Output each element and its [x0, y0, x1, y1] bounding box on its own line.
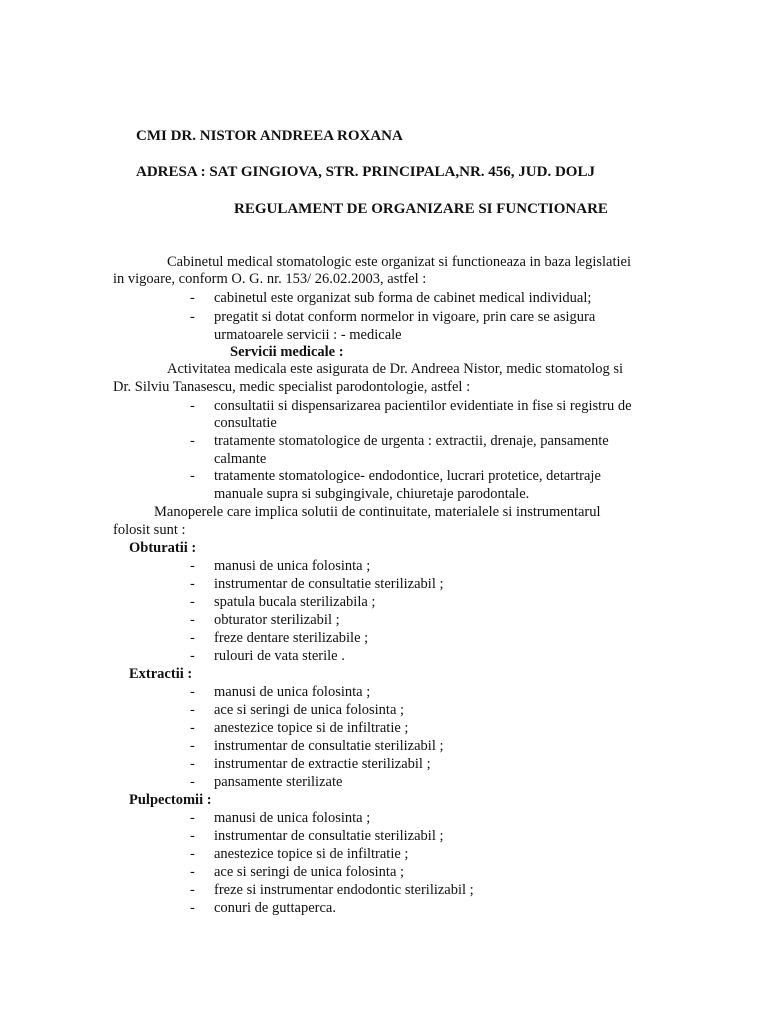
list-item: - tratamente stomatologice de urgenta : extractii, drenaje, pansamente — [190, 433, 609, 449]
list-item-continuation: consultatie — [214, 415, 277, 431]
list-item: - cabinetul este organizat sub forma de cabinet medical individual; — [190, 290, 592, 306]
list-item: - manusi de unica folosinta ; — [190, 810, 371, 826]
bullet-dash: - — [190, 864, 195, 880]
bullet-dash: - — [190, 433, 195, 449]
bullet-dash: - — [190, 290, 195, 306]
list-item: - instrumentar de consultatie sterilizabil ; — [190, 576, 444, 592]
bullet-dash: - — [190, 702, 195, 718]
services-heading: Servicii medicale : — [230, 344, 344, 360]
services-line-2: Dr. Silviu Tanasescu, medic specialist parodontologie, astfel : — [113, 379, 471, 395]
bullet-dash: - — [190, 882, 195, 898]
bullet-dash: - — [190, 846, 195, 862]
manoeuvres-line-2: folosit sunt : — [113, 522, 186, 538]
services-line-1: Activitatea medicala este asigurata de Dr. Andreea Nistor, medic stomatolog si — [167, 361, 624, 377]
bullet-dash: - — [190, 309, 195, 325]
list-item: - anestezice topice si de infiltratie ; — [190, 846, 409, 862]
list-item: - rulouri de vata sterile . — [190, 648, 345, 664]
list-item: - ace si seringi de unica folosinta ; — [190, 702, 405, 718]
obturatii-heading: Obturatii : — [129, 540, 197, 556]
list-item: - obturator sterilizabil ; — [190, 612, 340, 628]
list-item: - spatula bucala sterilizabila ; — [190, 594, 376, 610]
bullet-dash: - — [190, 612, 195, 628]
bullet-dash: - — [190, 398, 195, 414]
bullet-dash: - — [190, 720, 195, 736]
list-item: - freze dentare sterilizabile ; — [190, 630, 369, 646]
list-item: - pregatit si dotat conform normelor in vigoare, prin care se asigura — [190, 309, 596, 325]
bullet-dash: - — [190, 900, 195, 916]
bullet-dash: - — [190, 828, 195, 844]
list-item: - consultatii si dispensarizarea pacientilor evidentiate in fise si registru de — [190, 398, 632, 414]
intro-line-1: Cabinetul medical stomatologic este organizat si functioneaza in baza legislatiei — [167, 254, 631, 270]
list-item: - manusi de unica folosinta ; — [190, 558, 371, 574]
intro-line-2: in vigoare, conform O. G. nr. 153/ 26.02.2003, astfel : — [113, 271, 427, 287]
list-item-continuation: calmante — [214, 451, 267, 467]
list-item: - instrumentar de extractie sterilizabil ; — [190, 756, 431, 772]
pulpectomii-heading: Pulpectomii : — [129, 792, 212, 808]
bullet-dash: - — [190, 558, 195, 574]
extractii-heading: Extractii : — [129, 666, 193, 682]
bullet-dash: - — [190, 594, 195, 610]
bullet-dash: - — [190, 576, 195, 592]
bullet-dash: - — [190, 738, 195, 754]
bullet-dash: - — [190, 774, 195, 790]
clinic-address: ADRESA : SAT GINGIOVA, STR. PRINCIPALA,NR. 456, JUD. DOLJ — [136, 164, 595, 180]
list-item: - freze si instrumentar endodontic sterilizabil ; — [190, 882, 474, 898]
document-title: REGULAMENT DE ORGANIZARE SI FUNCTIONARE — [234, 201, 608, 217]
clinic-name: CMI DR. NISTOR ANDREEA ROXANA — [136, 128, 403, 144]
list-item: - conuri de guttaperca. — [190, 900, 336, 916]
bullet-dash: - — [190, 468, 195, 484]
bullet-dash: - — [190, 810, 195, 826]
bullet-dash: - — [190, 684, 195, 700]
bullet-dash: - — [190, 648, 195, 664]
list-item: - anestezice topice si de infiltratie ; — [190, 720, 409, 736]
manoeuvres-line-1: Manoperele care implica solutii de continuitate, materialele si instrumentarul — [154, 504, 601, 520]
list-item: - tratamente stomatologice- endodontice, lucrari protetice, detartraje — [190, 468, 601, 484]
list-item: - instrumentar de consultatie sterilizabil ; — [190, 738, 444, 754]
list-item-continuation: urmatoarele servicii : - medicale — [214, 327, 402, 343]
bullet-dash: - — [190, 630, 195, 646]
list-item-continuation: manuale supra si subgingivale, chiuretaje parodontale. — [214, 486, 530, 502]
list-item: - instrumentar de consultatie sterilizabil ; — [190, 828, 444, 844]
list-item: - pansamente sterilizate — [190, 774, 343, 790]
bullet-dash: - — [190, 756, 195, 772]
list-item: - ace si seringi de unica folosinta ; — [190, 864, 405, 880]
list-item: - manusi de unica folosinta ; — [190, 684, 371, 700]
